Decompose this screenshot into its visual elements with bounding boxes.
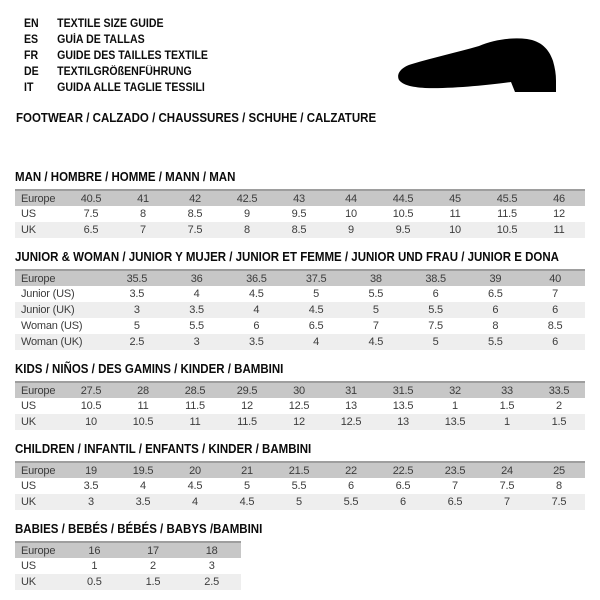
size-value: 2.5: [204, 576, 219, 588]
size-value: 8: [140, 208, 146, 220]
size-value: 10: [449, 224, 461, 236]
size-value: 6: [253, 320, 260, 332]
size-table-section-children: [15, 442, 585, 510]
size-value: 3.5: [83, 480, 99, 492]
size-row: [15, 494, 585, 510]
size-value: 6.5: [308, 320, 324, 332]
size-value: 3.5: [189, 304, 204, 316]
size-value: 45.5: [496, 192, 518, 205]
size-value: 1: [504, 416, 510, 428]
size-value: 8: [492, 320, 499, 332]
size-value: 44: [345, 192, 357, 205]
size-row: [15, 286, 585, 302]
size-value: 1.5: [499, 400, 515, 412]
size-value: 35.5: [126, 272, 148, 285]
size-value: 3.5: [135, 496, 151, 508]
size-value: 5.5: [488, 336, 503, 348]
language-row: [24, 64, 208, 80]
size-row: [15, 334, 585, 350]
row-label: Europe: [21, 384, 56, 397]
size-value: 33: [501, 384, 513, 397]
size-value: 10.5: [132, 416, 154, 428]
size-value: 5: [133, 320, 140, 332]
size-value: 5.5: [428, 304, 443, 316]
size-value: 7.5: [499, 480, 515, 492]
size-value: 4: [313, 336, 320, 348]
language-label: GUÍA DE TALLAS: [57, 34, 145, 46]
size-table-title: KIDS / NIÑOS / DES GAMINS / KINDER / BAMBINI: [15, 362, 284, 376]
size-value: 19.5: [132, 464, 154, 477]
size-value: 10.5: [496, 224, 518, 236]
size-value: 41: [137, 192, 149, 205]
size-value: 1.5: [551, 416, 567, 428]
size-row: [15, 414, 585, 430]
size-value: 6.5: [83, 224, 99, 236]
language-list: [24, 16, 224, 96]
size-value: 40.5: [80, 192, 102, 205]
size-value: 22: [345, 464, 357, 477]
size-value: 8: [244, 224, 250, 236]
size-value: 11.5: [497, 208, 517, 220]
size-value: 13: [397, 416, 409, 428]
size-value: 6: [492, 304, 499, 316]
size-value: 12.5: [288, 400, 310, 412]
language-row: [24, 16, 208, 32]
size-value: 12: [553, 208, 565, 220]
size-value: 6: [400, 496, 406, 508]
size-value: 6.5: [395, 480, 411, 492]
shoe-icon: [395, 36, 573, 96]
size-row: [15, 270, 585, 286]
size-value: 11.5: [237, 416, 257, 428]
size-row: [15, 382, 585, 398]
size-value: 31.5: [392, 384, 414, 397]
size-tables: [15, 170, 585, 600]
size-value: 13: [345, 400, 357, 412]
size-row: [15, 190, 585, 206]
size-value: 17: [147, 544, 159, 557]
size-value: 9: [348, 224, 354, 236]
size-value: 4.5: [239, 496, 255, 508]
size-value: 5.5: [291, 480, 307, 492]
language-row: [24, 80, 208, 96]
size-row: [15, 478, 585, 494]
size-table-section-junior: [15, 250, 585, 350]
size-value: 5.5: [189, 320, 204, 332]
row-label: Woman (US): [21, 320, 83, 332]
row-label: UK: [21, 416, 36, 428]
size-value: 8.5: [291, 224, 307, 236]
size-value: 4: [193, 288, 200, 300]
language-code: DE: [24, 66, 39, 78]
size-value: 13.5: [444, 416, 466, 428]
size-value: 10.5: [80, 400, 102, 412]
size-value: 22.5: [392, 464, 414, 477]
size-value: 7.5: [187, 224, 203, 236]
size-value: 11: [137, 400, 149, 412]
size-table-section-kids: [15, 362, 585, 430]
size-value: 38: [369, 272, 382, 285]
size-value: 39: [489, 272, 502, 285]
size-value: 11: [449, 208, 461, 220]
size-value: 29.5: [236, 384, 258, 397]
size-value: 3: [88, 496, 94, 508]
size-value: 33.5: [548, 384, 570, 397]
row-label: UK: [21, 496, 36, 508]
size-value: 32: [449, 384, 461, 397]
shoe-silhouette: [395, 36, 573, 96]
size-value: 7: [372, 320, 379, 332]
size-value: 3.5: [129, 288, 145, 300]
size-table-title: MAN / HOMBRE / HOMME / MANN / MAN: [15, 170, 236, 184]
size-value: 19: [85, 464, 97, 477]
size-value: 7.5: [83, 208, 99, 220]
size-value: 28.5: [184, 384, 206, 397]
language-code: ES: [24, 34, 39, 46]
size-value: 3: [208, 560, 215, 572]
row-label: UK: [21, 576, 36, 588]
size-table: [15, 269, 585, 350]
size-row: [15, 574, 241, 590]
size-table: [15, 541, 241, 590]
size-value: 10.5: [392, 208, 414, 220]
size-value: 27.5: [80, 384, 102, 397]
size-value: 2: [556, 400, 562, 412]
size-value: 7.5: [551, 496, 567, 508]
size-value: 12: [293, 416, 305, 428]
size-value: 8: [556, 480, 562, 492]
language-code: EN: [24, 18, 39, 30]
size-value: 0.5: [86, 576, 102, 588]
size-value: 9.5: [291, 208, 307, 220]
size-value: 30: [293, 384, 305, 397]
size-value: 36: [190, 272, 203, 285]
size-value: 12.5: [340, 416, 362, 428]
size-value: 5.5: [343, 496, 359, 508]
size-value: 7: [140, 224, 146, 236]
size-value: 42: [189, 192, 201, 205]
size-value: 11.5: [185, 400, 205, 412]
language-row: [24, 48, 208, 64]
size-value: 2.5: [129, 336, 145, 348]
size-value: 13.5: [392, 400, 414, 412]
size-value: 1.5: [145, 576, 161, 588]
row-label: US: [21, 400, 36, 412]
size-row: [15, 222, 585, 238]
row-label: Junior (US): [21, 288, 75, 300]
size-row: [15, 206, 585, 222]
row-label: US: [21, 208, 36, 220]
size-table-title: CHILDREN / INFANTIL / ENFANTS / KINDER / BAMBINI: [15, 442, 312, 456]
size-value: 3: [133, 304, 140, 316]
size-value: 8.5: [547, 320, 563, 332]
size-value: 36.5: [246, 272, 267, 285]
size-value: 3: [193, 336, 200, 348]
size-value: 6: [432, 288, 439, 300]
size-table-section-man: [15, 170, 585, 238]
size-value: 7: [452, 480, 458, 492]
size-value: 28: [137, 384, 149, 397]
category-heading: FOOTWEAR / CALZADO / CHAUSSURES / SCHUHE / CALZATURE: [16, 111, 377, 125]
row-label: US: [21, 560, 36, 572]
size-value: 6: [348, 480, 354, 492]
size-value: 5: [313, 288, 320, 300]
size-value: 45: [449, 192, 461, 205]
size-value: 42.5: [236, 192, 258, 205]
row-label: Europe: [21, 544, 56, 557]
row-label: Woman (UK): [21, 336, 83, 348]
size-row: [15, 542, 241, 558]
size-value: 5.5: [368, 288, 384, 300]
size-row: [15, 318, 585, 334]
size-value: 10: [345, 208, 357, 220]
size-value: 43: [293, 192, 305, 205]
size-value: 3.5: [249, 336, 264, 348]
language-label: TEXTILE SIZE GUIDE: [57, 18, 164, 30]
size-value: 12: [241, 400, 253, 412]
size-value: 7.5: [428, 320, 443, 332]
size-value: 21: [241, 464, 253, 477]
language-label: GUIDE DES TAILLES TEXTILE: [57, 50, 209, 62]
size-value: 2: [150, 560, 156, 572]
row-label: UK: [21, 224, 36, 236]
size-value: 4.5: [187, 480, 203, 492]
size-value: 5: [296, 496, 302, 508]
size-value: 5: [244, 480, 250, 492]
size-value: 4.5: [368, 336, 384, 348]
size-row: [15, 462, 585, 478]
size-value: 6: [552, 304, 559, 316]
row-label: US: [21, 480, 36, 492]
size-row: [15, 302, 585, 318]
size-value: 44.5: [392, 192, 414, 205]
size-value: 4.5: [308, 304, 324, 316]
size-value: 6: [552, 336, 559, 348]
size-value: 20: [189, 464, 201, 477]
size-value: 6.5: [447, 496, 463, 508]
size-value: 25: [553, 464, 565, 477]
size-value: 5: [432, 336, 439, 348]
size-value: 6.5: [488, 288, 503, 300]
size-value: 4: [253, 304, 260, 316]
size-value: 1: [452, 400, 458, 412]
size-value: 7: [552, 288, 559, 300]
language-row: [24, 32, 208, 48]
size-value: 23.5: [444, 464, 466, 477]
size-value: 1: [91, 560, 98, 572]
size-value: 10: [85, 416, 97, 428]
size-value: 38.5: [425, 272, 446, 285]
size-value: 40: [549, 272, 562, 285]
row-label: Junior (UK): [21, 304, 75, 316]
size-value: 7: [504, 496, 510, 508]
size-row: [15, 398, 585, 414]
size-value: 18: [205, 544, 218, 557]
size-value: 16: [88, 544, 101, 557]
size-row: [15, 558, 241, 574]
size-value: 9: [244, 208, 250, 220]
size-table: [15, 461, 585, 510]
size-value: 21.5: [288, 464, 310, 477]
size-value: 4: [192, 496, 198, 508]
size-value: 31: [345, 384, 357, 397]
size-value: 5: [372, 304, 379, 316]
size-table-section-babies: [15, 522, 585, 590]
size-value: 11: [553, 224, 565, 236]
language-code: FR: [24, 50, 39, 62]
size-table: [15, 381, 585, 430]
row-label: Europe: [21, 192, 56, 205]
size-value: 11: [189, 416, 201, 428]
row-label: Europe: [21, 464, 56, 477]
size-value: 4: [140, 480, 146, 492]
language-label: TEXTILGRÖßENFÜHRUNG: [57, 66, 192, 78]
size-value: 46: [553, 192, 565, 205]
size-value: 4.5: [249, 288, 264, 300]
language-label: GUIDA ALLE TAGLIE TESSILI: [57, 82, 205, 94]
size-table-title: JUNIOR & WOMAN / JUNIOR Y MUJER / JUNIOR ET FEMME / JUNIOR UND FRAU / JUNIOR E DONA: [15, 250, 559, 264]
language-code: IT: [24, 82, 34, 94]
size-table: [15, 189, 585, 238]
size-value: 9.5: [395, 224, 411, 236]
size-value: 37.5: [305, 272, 327, 285]
size-value: 24: [501, 464, 513, 477]
row-label: Europe: [21, 272, 56, 285]
size-value: 8.5: [187, 208, 203, 220]
size-table-title: BABIES / BEBÉS / BÉBÉS / BABYS /BAMBINI: [15, 522, 263, 536]
